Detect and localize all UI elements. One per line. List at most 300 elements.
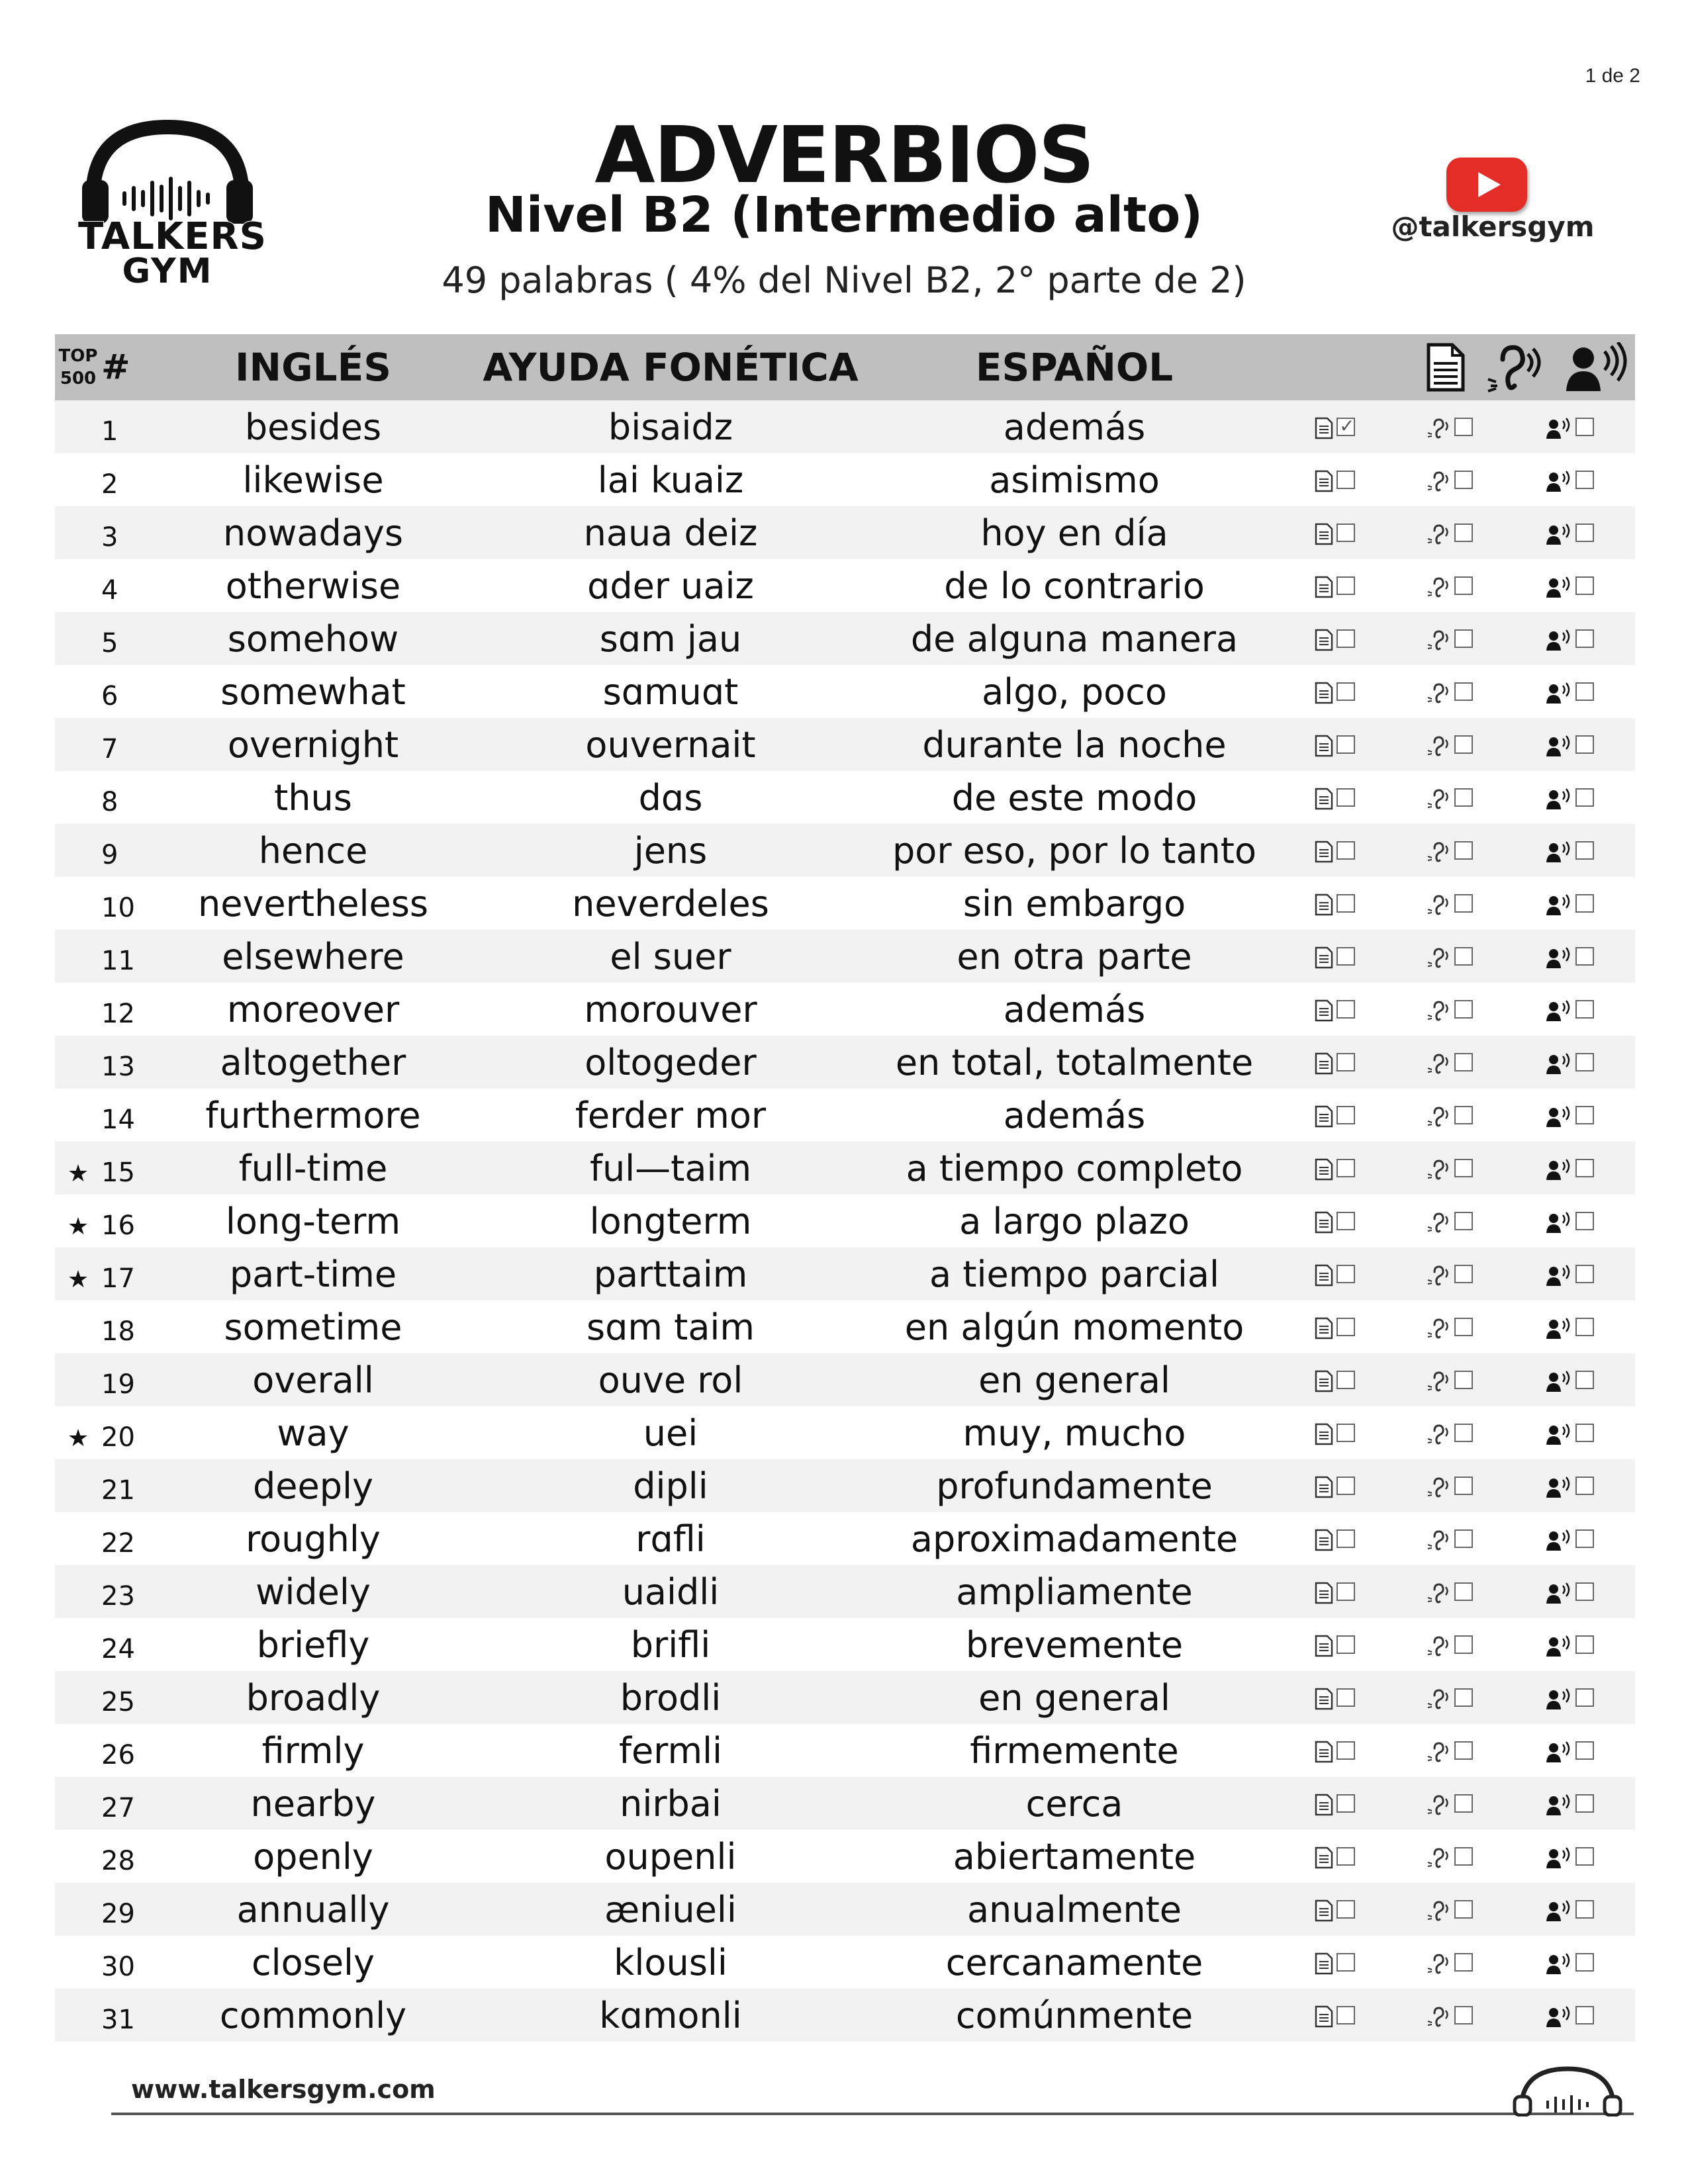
- table-row: [55, 1195, 1635, 1248]
- table-row: [55, 771, 1635, 824]
- listen-checkbox[interactable]: [1454, 735, 1473, 754]
- spanish-translation: aproximadamente: [910, 1518, 1239, 1560]
- read-checkbox[interactable]: [1336, 1688, 1355, 1707]
- word-number: 21: [101, 1459, 161, 1512]
- progress-checkboxes: [1273, 1618, 1635, 1671]
- listen-checkbox[interactable]: [1454, 1741, 1473, 1760]
- listen-checkbox[interactable]: [1454, 1635, 1473, 1654]
- phonetic-help: sɑm jau: [465, 612, 876, 665]
- phonetic-help: klousli: [614, 1941, 727, 1983]
- read-icon: [1314, 777, 1334, 819]
- english-word: sometime: [224, 1306, 402, 1348]
- speak-checkbox[interactable]: [1575, 1053, 1594, 1071]
- read-checkbox[interactable]: [1336, 1106, 1355, 1124]
- table-row: [55, 983, 1635, 1036]
- listen-icon: [1427, 671, 1452, 713]
- word-number: 11: [101, 930, 161, 983]
- listen-icon: [1427, 1148, 1452, 1189]
- progress-checkboxes: [1273, 559, 1635, 612]
- read-icon: [1314, 1783, 1334, 1825]
- listen-checkbox[interactable]: [1454, 1953, 1473, 1972]
- speak-icon: [1545, 1253, 1573, 1295]
- read-checkbox[interactable]: [1336, 1900, 1355, 1919]
- english-word: briefly: [256, 1623, 370, 1666]
- speak-checkbox[interactable]: [1575, 1106, 1594, 1124]
- english-word: likewise: [242, 459, 384, 501]
- progress-checkboxes: [1273, 1300, 1635, 1353]
- read-checkbox[interactable]: [1336, 471, 1355, 489]
- read-checkbox[interactable]: [1336, 894, 1355, 913]
- top500-star-icon: [55, 930, 101, 983]
- footer-headphones-icon: [1509, 2064, 1625, 2116]
- top500-star-icon: [55, 1989, 101, 2042]
- top500-star-icon: [55, 1724, 101, 1777]
- listen-checkbox[interactable]: [1454, 2006, 1473, 2025]
- word-number: 10: [101, 893, 135, 923]
- top500-star-icon: [55, 453, 101, 506]
- listen-icon: [1427, 1624, 1452, 1666]
- phonetic-help: dɑs: [638, 776, 703, 819]
- speak-icon: [1545, 565, 1573, 607]
- read-checkbox[interactable]: [1336, 523, 1355, 542]
- read-icon: [1314, 1148, 1334, 1189]
- read-checkbox[interactable]: [1336, 788, 1355, 807]
- speak-icon: [1545, 1624, 1573, 1666]
- listen-checkbox[interactable]: [1454, 1794, 1473, 1813]
- speak-icon: [1545, 671, 1573, 713]
- word-number: 6: [101, 681, 118, 711]
- table-row: [55, 718, 1635, 771]
- speak-checkbox[interactable]: [1575, 1741, 1594, 1760]
- read-checkbox[interactable]: [1336, 1212, 1355, 1230]
- listen-checkbox[interactable]: [1454, 1159, 1473, 1177]
- header-icons: [1273, 334, 1635, 400]
- read-icon: [1314, 830, 1334, 872]
- listen-icon: [1427, 1201, 1452, 1242]
- listen-icon: [1427, 1730, 1452, 1772]
- table-row: [55, 506, 1635, 559]
- read-icon: [1314, 1201, 1334, 1242]
- table-row: [55, 1830, 1635, 1883]
- listen-checkbox[interactable]: [1454, 1212, 1473, 1230]
- progress-checkboxes: [1273, 1777, 1635, 1830]
- table-row: [55, 1936, 1635, 1989]
- spanish-translation: a largo plazo: [959, 1200, 1190, 1242]
- top500-star-icon: [55, 1036, 101, 1089]
- table-row: [55, 1565, 1635, 1618]
- english-word: somewhat: [220, 670, 406, 713]
- listen-checkbox[interactable]: [1454, 1900, 1473, 1919]
- spanish-translation: abiertamente: [953, 1835, 1196, 1878]
- speak-checkbox[interactable]: [1575, 1582, 1594, 1601]
- speak-checkbox[interactable]: [1575, 682, 1594, 701]
- progress-checkboxes: [1273, 1724, 1635, 1777]
- read-icon: [1314, 1412, 1334, 1454]
- speak-checkbox[interactable]: [1575, 629, 1594, 648]
- listen-icon: [1427, 1995, 1452, 2036]
- progress-checkboxes: [1273, 1512, 1635, 1565]
- word-number: 12: [101, 999, 135, 1029]
- read-icon: [1314, 459, 1334, 501]
- word-number: 17: [101, 1248, 161, 1300]
- read-checkbox[interactable]: [1336, 1371, 1355, 1389]
- listen-icon: [1427, 618, 1452, 660]
- phonetic-help: sɑm taim: [586, 1306, 755, 1348]
- spanish-translation: de alguna manera: [876, 612, 1273, 665]
- listen-checkbox[interactable]: [1454, 1106, 1473, 1124]
- word-number: 4: [101, 575, 118, 606]
- read-icon: [1314, 1677, 1334, 1719]
- word-stats: 49 palabras ( 4% del Nivel B2, 2° parte de 2): [442, 259, 1246, 301]
- speak-checkbox[interactable]: [1575, 1953, 1594, 1972]
- speak-checkbox[interactable]: [1575, 1265, 1594, 1283]
- spanish-translation: asimismo: [989, 459, 1160, 501]
- spanish-translation: de lo contrario: [944, 565, 1205, 607]
- word-number: 31: [101, 1989, 161, 2042]
- top500-star-icon: [55, 1565, 101, 1618]
- speak-checkbox[interactable]: [1575, 947, 1594, 966]
- speak-icon: [1545, 1359, 1573, 1401]
- word-number: 22: [101, 1528, 135, 1559]
- read-checkbox[interactable]: [1336, 1053, 1355, 1071]
- phonetic-help: dipli: [465, 1459, 876, 1512]
- listen-icon: [1427, 936, 1452, 978]
- speak-icon: [1545, 406, 1573, 448]
- word-number: 23: [101, 1565, 161, 1618]
- top500-star-icon: [55, 612, 101, 665]
- speak-checkbox[interactable]: [1575, 1847, 1594, 1866]
- progress-checkboxes: [1273, 1565, 1635, 1618]
- listen-checkbox[interactable]: [1454, 1582, 1473, 1601]
- table-row: [55, 1724, 1635, 1777]
- progress-checkboxes: [1273, 1459, 1635, 1512]
- top500-star-icon: ★: [67, 1424, 89, 1452]
- progress-checkboxes: [1273, 1089, 1635, 1142]
- word-number: 16: [101, 1210, 135, 1241]
- progress-checkboxes: [1273, 718, 1635, 771]
- spanish-translation: ampliamente: [876, 1565, 1273, 1618]
- phonetic-help: ferder mor: [575, 1094, 767, 1136]
- read-checkbox[interactable]: [1336, 1741, 1355, 1760]
- read-checkbox[interactable]: [1336, 841, 1355, 860]
- listen-checkbox[interactable]: [1454, 418, 1473, 436]
- spanish-translation: sin embargo: [962, 882, 1186, 925]
- listen-checkbox[interactable]: [1454, 629, 1473, 648]
- listen-icon: [1427, 1042, 1452, 1083]
- top500-star-icon: [55, 1777, 101, 1830]
- read-icon: [1314, 1306, 1334, 1348]
- read-icon: [1314, 671, 1334, 713]
- progress-checkboxes: [1273, 453, 1635, 506]
- page-number: 1 de 2: [1585, 65, 1640, 87]
- spanish-translation: anualmente: [876, 1883, 1273, 1936]
- phonetic-help: jens: [465, 824, 876, 877]
- listen-icon: [1427, 1095, 1452, 1136]
- listen-checkbox[interactable]: [1454, 788, 1473, 807]
- speak-icon: [1545, 1783, 1573, 1825]
- spanish-translation: a tiempo completo: [876, 1142, 1273, 1195]
- top500-star-icon: [55, 1353, 101, 1406]
- table-row: [55, 1618, 1635, 1671]
- spanish-translation: en otra parte: [876, 930, 1273, 983]
- page-title: ADVERBIOS: [594, 109, 1094, 201]
- speak-checkbox[interactable]: [1575, 418, 1594, 436]
- progress-checkboxes: [1273, 1036, 1635, 1089]
- header-number: #: [101, 334, 161, 400]
- listen-icon: [1427, 989, 1452, 1030]
- word-number: 8: [101, 787, 118, 817]
- read-checkbox[interactable]: [1336, 418, 1355, 436]
- speak-icon: [1545, 1465, 1573, 1507]
- spanish-translation: además: [876, 400, 1273, 453]
- listen-checkbox[interactable]: [1454, 682, 1473, 701]
- listen-checkbox[interactable]: [1454, 1053, 1473, 1071]
- read-checkbox[interactable]: [1336, 1424, 1355, 1442]
- read-checkbox[interactable]: [1336, 1847, 1355, 1866]
- speak-checkbox[interactable]: [1575, 1635, 1594, 1654]
- spanish-translation: de este modo: [951, 776, 1197, 819]
- listen-checkbox[interactable]: [1454, 1477, 1473, 1495]
- phonetic-help: parttaim: [465, 1248, 876, 1300]
- listen-checkbox[interactable]: [1454, 1318, 1473, 1336]
- read-icon: [1314, 1465, 1334, 1507]
- listen-icon: [1427, 1889, 1452, 1931]
- read-checkbox[interactable]: [1336, 1529, 1355, 1548]
- speak-checkbox[interactable]: [1575, 1529, 1594, 1548]
- speak-checkbox[interactable]: [1575, 471, 1594, 489]
- phonetic-help: bisaidz: [465, 400, 876, 453]
- listen-icon: [1427, 777, 1452, 819]
- read-checkbox[interactable]: [1336, 1318, 1355, 1336]
- speak-checkbox[interactable]: [1575, 1000, 1594, 1019]
- word-number: 15: [101, 1142, 161, 1195]
- top500-star-icon: [55, 1300, 101, 1353]
- word-number: 13: [101, 1036, 161, 1089]
- table-row: [55, 1512, 1635, 1565]
- top500-star-icon: [55, 1459, 101, 1512]
- english-word: moreover: [226, 988, 400, 1030]
- spanish-translation: durante la noche: [876, 718, 1273, 771]
- listen-icon: [1427, 1253, 1452, 1295]
- listen-icon: [1427, 1465, 1452, 1507]
- phonetic-help: uaidli: [465, 1565, 876, 1618]
- table-row: [55, 1459, 1635, 1512]
- table-row: [55, 1089, 1635, 1142]
- youtube-icon[interactable]: [1446, 158, 1527, 212]
- header-phonetic: AYUDA FONÉTICA: [465, 334, 876, 400]
- progress-checkboxes: [1273, 824, 1635, 877]
- listen-checkbox[interactable]: [1454, 841, 1473, 860]
- english-word: closely: [251, 1941, 375, 1983]
- speak-icon: [1545, 1942, 1573, 1983]
- word-number: 18: [101, 1316, 135, 1347]
- speak-checkbox[interactable]: [1575, 788, 1594, 807]
- listen-checkbox[interactable]: [1454, 523, 1473, 542]
- read-checkbox[interactable]: [1336, 1000, 1355, 1019]
- word-number: 3: [101, 506, 161, 559]
- listen-checkbox[interactable]: [1454, 471, 1473, 489]
- word-number: 29: [101, 1883, 161, 1936]
- word-number: 14: [101, 1105, 135, 1135]
- progress-checkboxes: [1273, 1142, 1635, 1195]
- table-row: [55, 877, 1635, 930]
- speak-checkbox[interactable]: [1575, 1794, 1594, 1813]
- read-icon: [1314, 406, 1334, 448]
- read-checkbox[interactable]: [1336, 1477, 1355, 1495]
- progress-checkboxes: [1273, 612, 1635, 665]
- top500-star-icon: [55, 771, 101, 824]
- read-checkbox[interactable]: [1336, 576, 1355, 595]
- progress-checkboxes: [1273, 1830, 1635, 1883]
- read-checkbox[interactable]: [1336, 682, 1355, 701]
- spanish-translation: en algún momento: [904, 1306, 1244, 1348]
- listen-checkbox[interactable]: [1454, 894, 1473, 913]
- read-checkbox[interactable]: [1336, 947, 1355, 966]
- phonetic-help: ɑder uaiz: [587, 565, 754, 607]
- english-word: nowadays: [161, 506, 465, 559]
- listen-checkbox[interactable]: [1454, 1371, 1473, 1389]
- english-word: overall: [161, 1353, 465, 1406]
- english-word: hence: [161, 824, 465, 877]
- english-word: altogether: [161, 1036, 465, 1089]
- youtube-handle[interactable]: @talkersgym: [1391, 210, 1595, 243]
- progress-checkboxes: [1273, 1936, 1635, 1989]
- header-spanish: ESPAÑOL: [876, 334, 1273, 400]
- speak-checkbox[interactable]: [1575, 2006, 1594, 2025]
- phonetic-help: brifli: [630, 1623, 711, 1666]
- read-checkbox[interactable]: [1336, 1794, 1355, 1813]
- read-icon: [1314, 1624, 1334, 1666]
- table-header-row: [55, 334, 1635, 400]
- speak-checkbox[interactable]: [1575, 1318, 1594, 1336]
- speak-icon: [1545, 883, 1573, 925]
- listen-icon: [1427, 1359, 1452, 1401]
- spanish-translation: en general: [876, 1671, 1273, 1724]
- document-icon: [1425, 342, 1467, 392]
- read-icon: [1314, 1889, 1334, 1931]
- speak-checkbox[interactable]: [1575, 1688, 1594, 1707]
- listen-checkbox[interactable]: [1454, 1529, 1473, 1548]
- progress-checkboxes: [1273, 665, 1635, 718]
- speak-icon: [1545, 459, 1573, 501]
- english-word: full-time: [161, 1142, 465, 1195]
- read-icon: [1314, 1359, 1334, 1401]
- phonetic-help: brodli: [465, 1671, 876, 1724]
- top500-star-icon: [55, 983, 101, 1036]
- english-word: broadly: [161, 1671, 465, 1724]
- english-word: elsewhere: [161, 930, 465, 983]
- read-checkbox[interactable]: [1336, 1582, 1355, 1601]
- read-checkbox[interactable]: [1336, 735, 1355, 754]
- listen-checkbox[interactable]: [1454, 947, 1473, 966]
- phonetic-help: ouve rol: [465, 1353, 876, 1406]
- listen-checkbox[interactable]: [1454, 1424, 1473, 1442]
- speak-checkbox[interactable]: [1575, 576, 1594, 595]
- table-row: [55, 400, 1635, 453]
- speak-icon: [1545, 1201, 1573, 1242]
- speak-icon: [1545, 1836, 1573, 1878]
- read-checkbox[interactable]: [1336, 1635, 1355, 1654]
- english-word: firmly: [261, 1729, 365, 1772]
- phonetic-help: ful—taim: [465, 1142, 876, 1195]
- phonetic-help: uei: [643, 1412, 698, 1454]
- read-icon: [1314, 1571, 1334, 1613]
- top500-star-icon: [55, 665, 101, 718]
- speak-checkbox[interactable]: [1575, 894, 1594, 913]
- speak-checkbox[interactable]: [1575, 1900, 1594, 1919]
- listen-checkbox[interactable]: [1454, 576, 1473, 595]
- phonetic-help: lai kuaiz: [597, 459, 744, 501]
- read-checkbox[interactable]: [1336, 1159, 1355, 1177]
- phonetic-help: oupenli: [604, 1835, 737, 1878]
- speak-checkbox[interactable]: [1575, 841, 1594, 860]
- table-row: [55, 824, 1635, 877]
- table-row: [55, 453, 1635, 506]
- speak-checkbox[interactable]: [1575, 1159, 1594, 1177]
- read-icon: [1314, 1942, 1334, 1983]
- listen-icon: [1427, 1942, 1452, 1983]
- speak-checkbox[interactable]: [1575, 523, 1594, 542]
- listen-icon: [1427, 1783, 1452, 1825]
- top500-star-icon: [55, 1883, 101, 1936]
- table-row: [55, 1883, 1635, 1936]
- english-word: thus: [274, 776, 352, 819]
- read-checkbox[interactable]: [1336, 1953, 1355, 1972]
- listen-checkbox[interactable]: [1454, 1000, 1473, 1019]
- listen-checkbox[interactable]: [1454, 1688, 1473, 1707]
- table-row: [55, 930, 1635, 983]
- english-word: part-time: [161, 1248, 465, 1300]
- spanish-translation: firmemente: [970, 1729, 1179, 1772]
- phonetic-help: neverdeles: [572, 882, 769, 925]
- listen-checkbox[interactable]: [1454, 1265, 1473, 1283]
- speak-checkbox[interactable]: [1575, 1212, 1594, 1230]
- footer-url[interactable]: www.talkersgym.com: [131, 2075, 436, 2104]
- listen-checkbox[interactable]: [1454, 1847, 1473, 1866]
- speak-icon: [1545, 1730, 1573, 1772]
- table-row: [55, 665, 1635, 718]
- progress-checkboxes: [1273, 1353, 1635, 1406]
- top500-star-icon: [55, 824, 101, 877]
- read-icon: [1314, 724, 1334, 766]
- speak-icon: [1545, 1571, 1573, 1613]
- english-word: way: [277, 1412, 350, 1454]
- read-checkbox[interactable]: [1336, 629, 1355, 648]
- word-number: 27: [101, 1777, 161, 1830]
- spanish-translation: brevemente: [965, 1623, 1184, 1666]
- speak-checkbox[interactable]: [1575, 1477, 1594, 1495]
- english-word: commonly: [161, 1989, 465, 2042]
- read-checkbox[interactable]: [1336, 2006, 1355, 2025]
- spanish-translation: hoy en día: [876, 506, 1273, 559]
- speak-checkbox[interactable]: [1575, 1371, 1594, 1389]
- phonetic-help: morouver: [584, 988, 757, 1030]
- table-row: [55, 1142, 1635, 1195]
- speak-icon: [1545, 618, 1573, 660]
- english-word: besides: [161, 400, 465, 453]
- page-subtitle: Nivel B2 (Intermedio alto): [485, 187, 1203, 244]
- read-checkbox[interactable]: [1336, 1265, 1355, 1283]
- listen-icon: [1427, 1677, 1452, 1719]
- top500-star-icon: [55, 1618, 101, 1671]
- top500-star-icon: [55, 718, 101, 771]
- speak-checkbox[interactable]: [1575, 1424, 1594, 1442]
- speak-icon: [1545, 1306, 1573, 1348]
- ear-icon: [1485, 342, 1545, 392]
- speak-checkbox[interactable]: [1575, 735, 1594, 754]
- top500-star-icon: [55, 1830, 101, 1883]
- progress-checkboxes: [1273, 1989, 1635, 2042]
